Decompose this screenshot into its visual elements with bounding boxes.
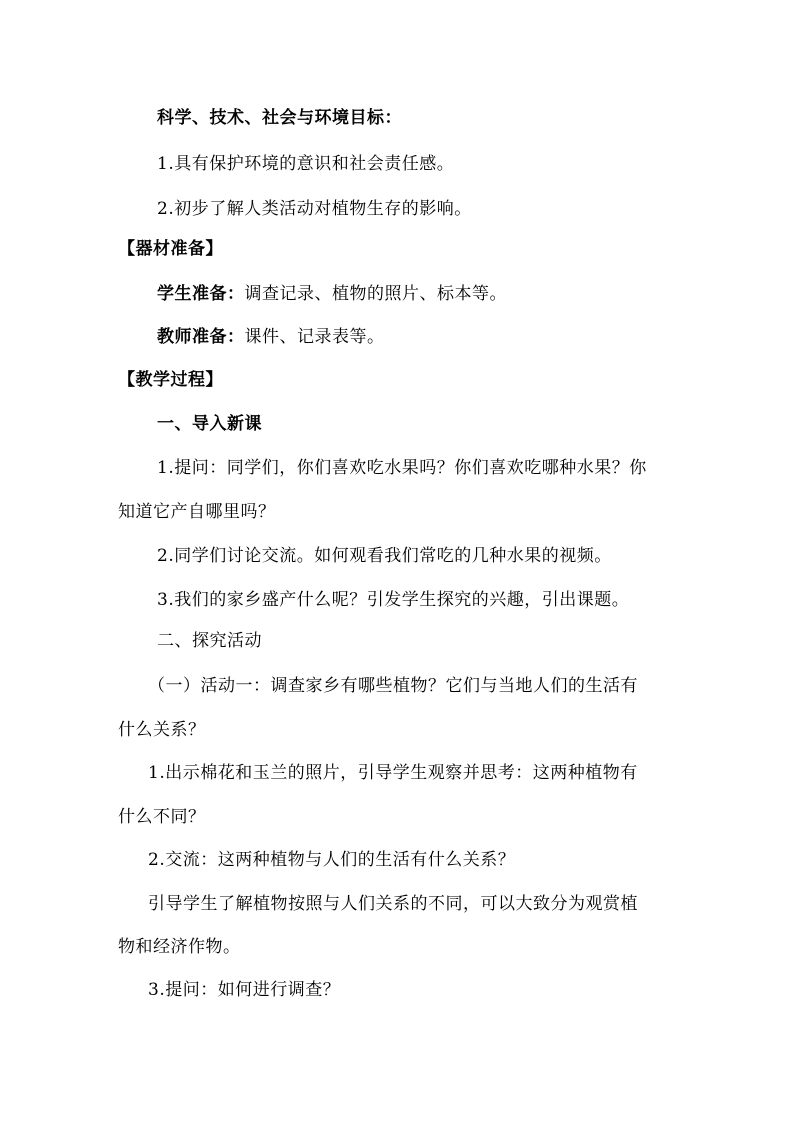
activity1-line1: （一）活动一：调查家乡有哪些植物？它们与当地人们的生活有 xyxy=(148,676,638,696)
student-prep xyxy=(157,283,507,305)
activity1-item-2: 2.交流：这两种植物与人们的生活有什么关系？ xyxy=(148,850,516,870)
goal-heading: 科学、技术、社会与环境目标： xyxy=(157,108,402,128)
student-prep-label: 学生准备： xyxy=(157,284,245,304)
part1-item-1-line1: 1.提问：同学们，你们喜欢吃水果吗？你们喜欢吃哪种水果？你 xyxy=(157,458,647,478)
guide-line1: 引导学生了解植物按照与人们关系的不同，可以大致分为观赏植 xyxy=(148,894,638,914)
teacher-prep-label: 教师准备： xyxy=(157,327,245,347)
process-heading: 【教学过程】 xyxy=(118,370,223,390)
part1-heading: 一、导入新课 xyxy=(157,414,262,434)
guide-line2: 物和经济作物。 xyxy=(118,937,241,957)
part1-item-2: 2.同学们讨论交流。如何观看我们常吃的几种水果的视频。 xyxy=(157,546,612,566)
activity1-line2: 什么关系？ xyxy=(118,720,206,740)
goal-item-2: 2.初步了解人类活动对植物生存的影响。 xyxy=(157,199,472,219)
student-prep-text: 调查记录、植物的照片、标本等。 xyxy=(244,284,507,304)
part1-item-1-line2: 知道它产自哪里吗？ xyxy=(118,502,276,522)
teacher-prep xyxy=(157,326,385,348)
activity1-item-1-line2: 什么不同？ xyxy=(118,807,206,827)
teacher-prep-text: 课件、记录表等。 xyxy=(244,327,385,347)
part2-heading: 二、探究活动 xyxy=(157,631,262,651)
goal-item-1: 1.具有保护环境的意识和社会责任感。 xyxy=(157,154,455,174)
activity1-item-1-line1: 1.出示棉花和玉兰的照片，引导学生观察并思考：这两种植物有 xyxy=(148,763,638,783)
materials-heading: 【器材准备】 xyxy=(118,239,223,259)
part1-item-3: 3.我们的家乡盛产什么呢？引发学生探究的兴趣，引出课题。 xyxy=(157,590,630,610)
activity1-item-3: 3.提问：如何进行调查？ xyxy=(148,980,341,1000)
